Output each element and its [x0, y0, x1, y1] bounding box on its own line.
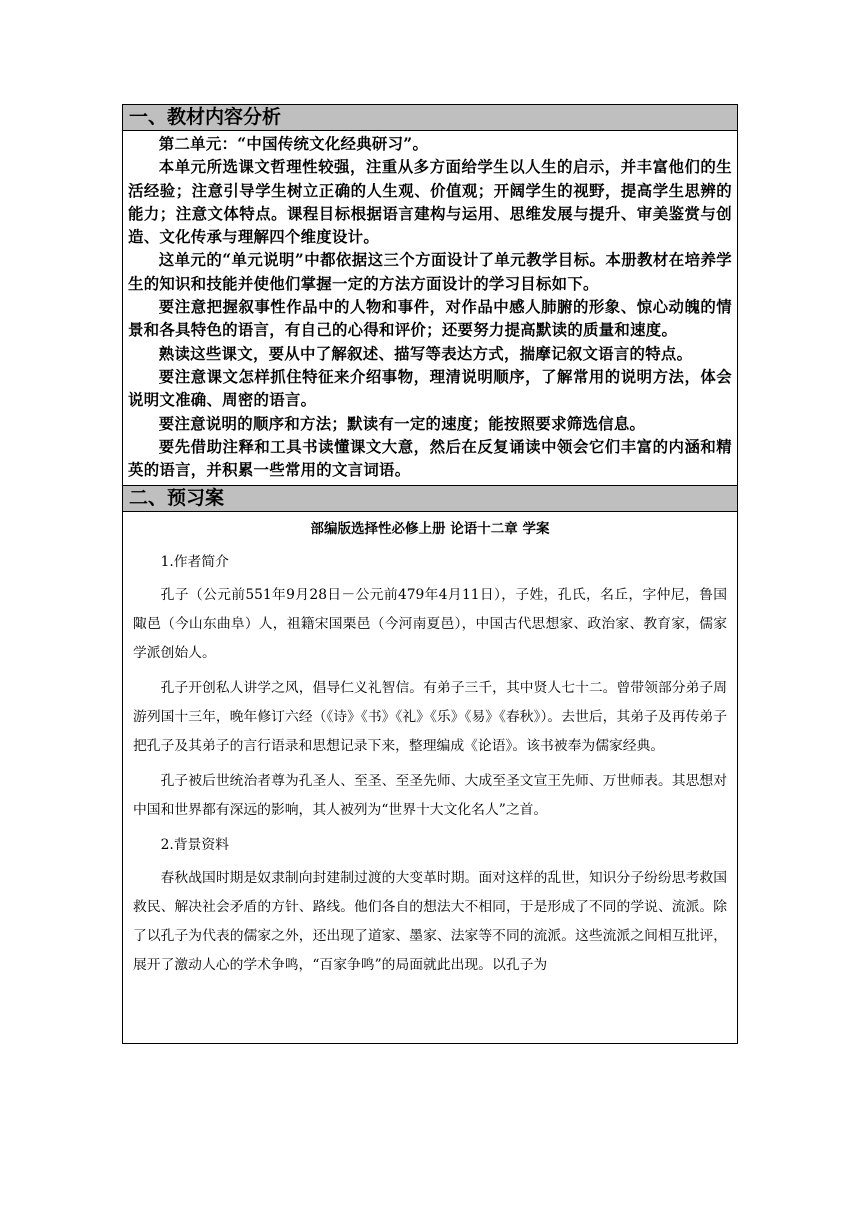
handout-title: 部编版选择性必修上册 论语十二章 学案 [310, 521, 550, 538]
analysis-paragraph: 要先借助注释和工具书读懂课文大意，然后在反复诵读中领会它们丰富的内涵和精英的语言，并积累一些常用的文言词语。 [128, 437, 732, 480]
analysis-paragraph: 本单元所选课文哲理性较强，注重从多方面给学生以人生的启示，并丰富他们的生活经验；注意引导学生树立正确的人生观、价值观；开阔学生的视野，提高学生思辨的能力；注意文体特点。课程目标根据语言建构与运用、思维发展与提升、审美鉴赏与创造、文化传承与理解四个维度设计。 [128, 158, 732, 247]
author-paragraph: 孔子（公元前551年9月28日－公元前479年4月11日），子姓，孔氏，名丘，字仲尼，鲁国陬邑（今山东曲阜）人，祖籍宋国栗邑（今河南夏邑），中国古代思想家、政治家、教育家，儒家学派创始人。 [133, 587, 727, 662]
analysis-paragraph: 要注意说明的顺序和方法；默读有一定的速度；能按照要求筛选信息。 [158, 414, 646, 433]
analysis-paragraph: 第二单元：“中国传统文化经典研习”。 [158, 135, 429, 153]
subheading-background: 2.背景资料 [160, 837, 229, 854]
analysis-paragraph: 熟读这些课文，要从中了解叙述、描写等表达方式，揣摩记叙文语言的特点。 [158, 344, 693, 363]
analysis-paragraph: 要注意课文怎样抓住特征来介绍事物，理清说明顺序，了解常用的说明方法，体会说明文准确、周密的语言。 [128, 367, 732, 410]
section-heading-preview: 二、预习案 [123, 486, 737, 512]
preview-content [123, 512, 737, 1043]
background-paragraph: 春秋战国时期是奴隶制向封建制过渡的大变革时期。面对这样的乱世，知识分子纷纷思考救国救民、解决社会矛盾的方针、路线。他们各自的想法大不相同，于是形成了不同的学说、流派。除了以孔子为代表的儒家之外，还出现了道家、墨家、法家等不同的流派。这些流派之间相互批评，展开了激动人心的学术争鸣，“百家争鸣”的局面就此出现。以孔子为 [133, 870, 727, 974]
analysis-paragraph: 要注意把握叙事性作品中的人物和事件，对作品中感人肺腑的形象、惊心动魄的情景和各具特色的语言，有自己的心得和评价；还要努力提高默读的质量和速度。 [128, 298, 732, 340]
analysis-paragraph: 这单元的“单元说明”中都依据这三个方面设计了单元教学目标。本册教材在培养学生的知识和技能并使他们掌握一定的方法方面设计的学习目标如下。 [128, 251, 732, 293]
author-paragraph: 孔子被后世统治者尊为孔圣人、至圣、至圣先师、大成至圣文宣王先师、万世师表。其思想对中国和世界都有深远的影响，其人被列为“世界十大文化名人”之首。 [133, 773, 727, 819]
section-heading-analysis: 一、教材内容分析 [123, 105, 737, 131]
analysis-content [123, 131, 737, 486]
subheading-author: 1.作者简介 [160, 554, 229, 571]
author-paragraph: 孔子开创私人讲学之风，倡导仁义礼智信。有弟子三千，其中贤人七十二。曾带领部分弟子周游列国十三年，晚年修订六经（《诗》《书》《礼》《乐》《易》《春秋》）。去世后，其弟子及再传弟子把孔子及其弟子的言行语录和思想记录下来，整理编成《论语》。该书被奉为儒家经典。 [133, 680, 727, 755]
lesson-plan-table [122, 104, 738, 1044]
